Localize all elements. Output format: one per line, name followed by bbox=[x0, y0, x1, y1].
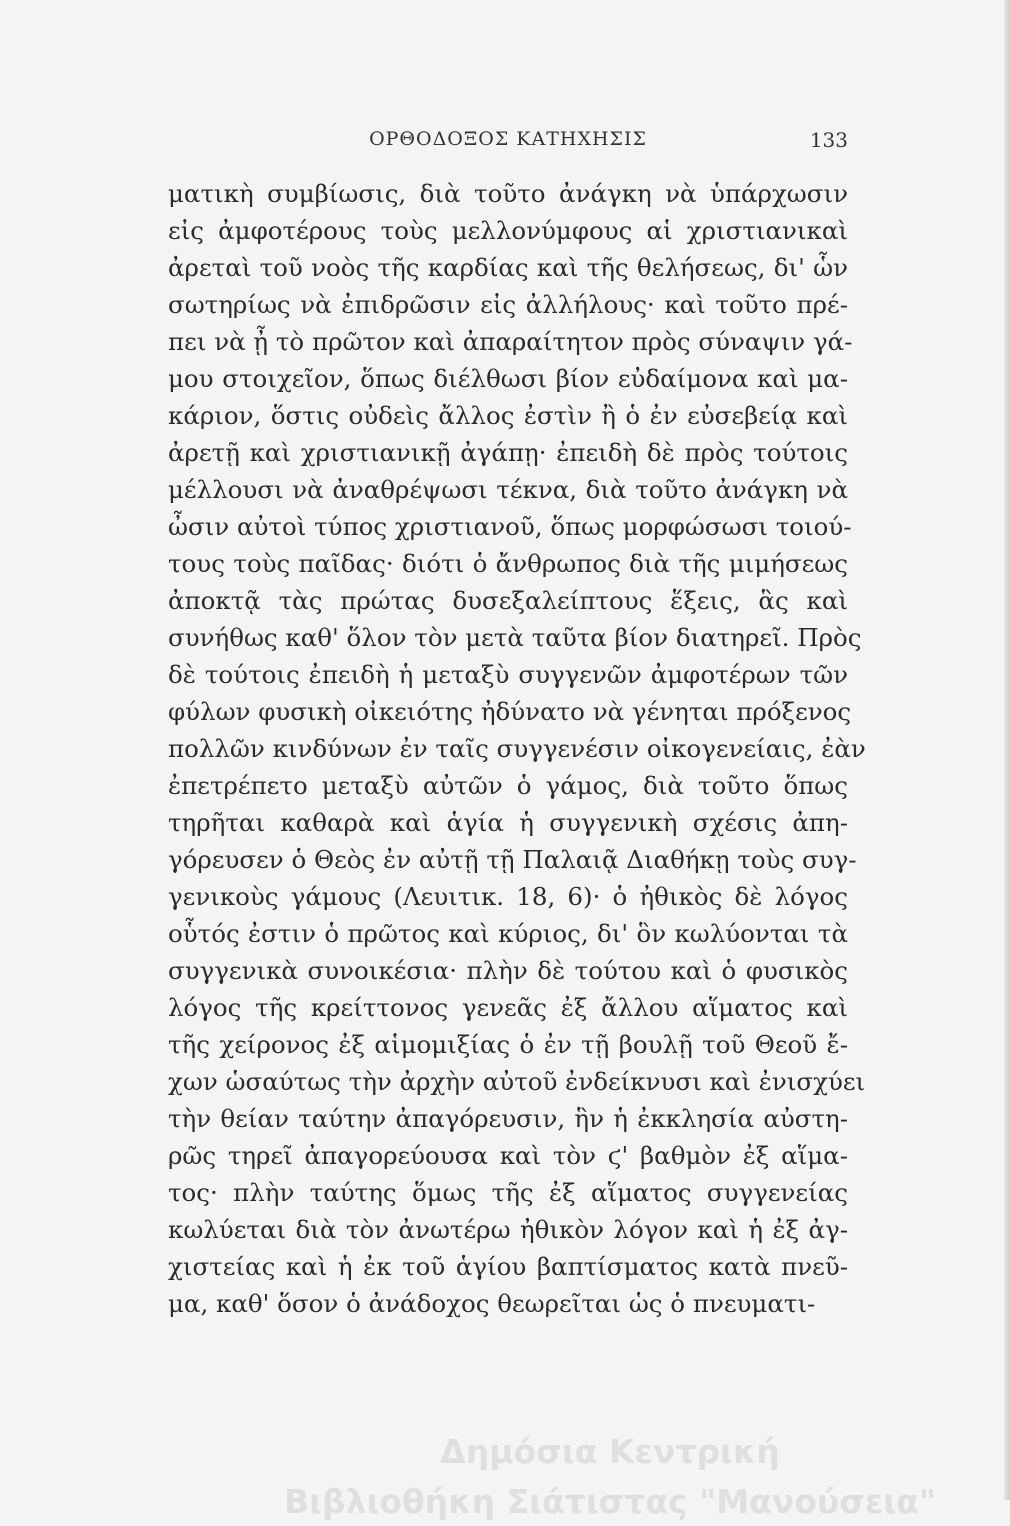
body-text bbox=[168, 175, 866, 1322]
text-line: ἀποκτᾷ τὰς πρώτας δυσεξαλείπτους ἕξεις, ἃς καὶ bbox=[168, 586, 848, 615]
text-line: χων ὡσαύτως τὴν ἀρχὴν αὐτοῦ ἐνδείκνυσι καὶ ἐνισχύει bbox=[168, 1067, 866, 1096]
text-line: φύλων φυσικὴ οἰκειότης ἠδύνατο νὰ γένηται πρόξενος bbox=[168, 697, 852, 726]
text-line: τηρῆται καθαρὰ καὶ ἁγία ἡ συγγενικὴ σχέσις ἀπη- bbox=[168, 808, 848, 837]
library-watermark-line2: Βιβλιοθήκη Σιάτιστας "Μανούσεια" bbox=[283, 1482, 937, 1521]
text-line: εἰς ἀμφοτέρους τοὺς μελλονύμφους αἱ χριστιανικαὶ bbox=[168, 216, 848, 245]
text-line: πει νὰ ᾖ τὸ πρῶτον καὶ ἀπαραίτητον πρὸς σύναψιν γά- bbox=[168, 327, 853, 356]
page-number: 133 bbox=[809, 128, 848, 152]
text-line: ἐπετρέπετο μεταξὺ αὐτῶν ὁ γάμος, διὰ τοῦτο ὅπως bbox=[168, 771, 848, 800]
text-line: οὗτός ἐστιν ὁ πρῶτος καὶ κύριος, δι' ὃν κωλύονται τὰ bbox=[168, 919, 848, 948]
text-line: μέλλουσι νὰ ἀναθρέψωσι τέκνα, διὰ τοῦτο ἀνάγκη νὰ bbox=[168, 475, 848, 504]
text-line: μα, καθ' ὅσον ὁ ἀνάδοχος θεωρεῖται ὡς ὁ πνευματι- bbox=[168, 1289, 816, 1318]
text-line: κάριον, ὅστις οὐδεὶς ἄλλος ἐστὶν ἢ ὁ ἐν εὐσεβείᾳ καὶ bbox=[168, 401, 848, 430]
text-line: ἀρετῇ καὶ χριστιανικῇ ἀγάπῃ· ἐπειδὴ δὲ πρὸς τούτοις bbox=[168, 438, 848, 467]
text-line: χιστείας καὶ ἡ ἐκ τοῦ ἁγίου βαπτίσματος κατὰ πνεῦ- bbox=[168, 1252, 848, 1281]
text-line: συνήθως καθ' ὅλον τὸν μετὰ ταῦτα βίον διατηρεῖ. Πρὸς bbox=[168, 623, 862, 652]
text-line: κωλύεται διὰ τὸν ἀνωτέρω ἠθικὸν λόγον καὶ ἡ ἐξ ἀγ- bbox=[168, 1215, 848, 1244]
text-line: ἀρεταὶ τοῦ νοὸς τῆς καρδίας καὶ τῆς θελήσεως, δι' ὧν bbox=[168, 253, 848, 282]
text-line: συγγενικὰ συνοικέσια· πλὴν δὲ τούτου καὶ ὁ φυσικὸς bbox=[168, 956, 848, 985]
text-line: τῆς χείρονος ἐξ αἱμομιξίας ὁ ἐν τῇ βουλῇ τοῦ Θεοῦ ἔ- bbox=[168, 1030, 848, 1059]
text-line: λόγος τῆς κρείττονος γενεᾶς ἐξ ἄλλου αἵματος καὶ bbox=[168, 993, 848, 1022]
text-line: σωτηρίως νὰ ἐπιδρῶσιν εἰς ἀλλήλους· καὶ τοῦτο πρέ- bbox=[168, 290, 848, 319]
page-edge-shadow bbox=[1004, 0, 1010, 1500]
text-line: γόρευσεν ὁ Θεὸς ἐν αὐτῇ τῇ Παλαιᾷ Διαθήκῃ τοὺς συγ- bbox=[168, 845, 857, 874]
text-line: τος· πλὴν ταύτης ὅμως τῆς ἐξ αἵματος συγγενείας bbox=[168, 1178, 848, 1207]
text-line: τους τοὺς παῖδας· διότι ὁ ἄνθρωπος διὰ τῆς μιμήσεως bbox=[168, 549, 848, 578]
running-title: ΟΡΘΟΔΟΞΟΣ ΚΑΤΗΧΗΣΙΣ bbox=[369, 128, 647, 150]
library-watermark-line1: Δημόσια Κεντρική bbox=[440, 1432, 780, 1471]
text-line: μου στοιχεῖον, ὅπως διέλθωσι βίον εὐδαίμονα καὶ μα- bbox=[168, 364, 848, 393]
text-line: ματικὴ συμβίωσις, διὰ τοῦτο ἀνάγκη νὰ ὑπάρχωσιν bbox=[168, 179, 848, 208]
text-line: γενικοὺς γάμους (Λευιτικ. 18, 6)· ὁ ἠθικὸς δὲ λόγος bbox=[168, 882, 848, 911]
page-header bbox=[168, 128, 848, 158]
text-line: τὴν θείαν ταύτην ἀπαγόρευσιν, ἣν ἡ ἐκκλησία αὐστη- bbox=[168, 1104, 848, 1133]
text-line: ὦσιν αὐτοὶ τύπος χριστιανοῦ, ὅπως μορφώσωσι τοιού- bbox=[168, 512, 852, 541]
text-line: δὲ τούτοις ἐπειδὴ ἡ μεταξὺ συγγενῶν ἀμφοτέρων τῶν bbox=[168, 660, 848, 689]
text-line: ρῶς τηρεῖ ἀπαγορεύουσα καὶ τὸν ϛ' βαθμὸν ἐξ αἵμα- bbox=[168, 1141, 848, 1170]
text-line: πολλῶν κινδύνων ἐν ταῖς συγγενέσιν οἰκογενείαις, ἐὰν bbox=[168, 734, 866, 763]
